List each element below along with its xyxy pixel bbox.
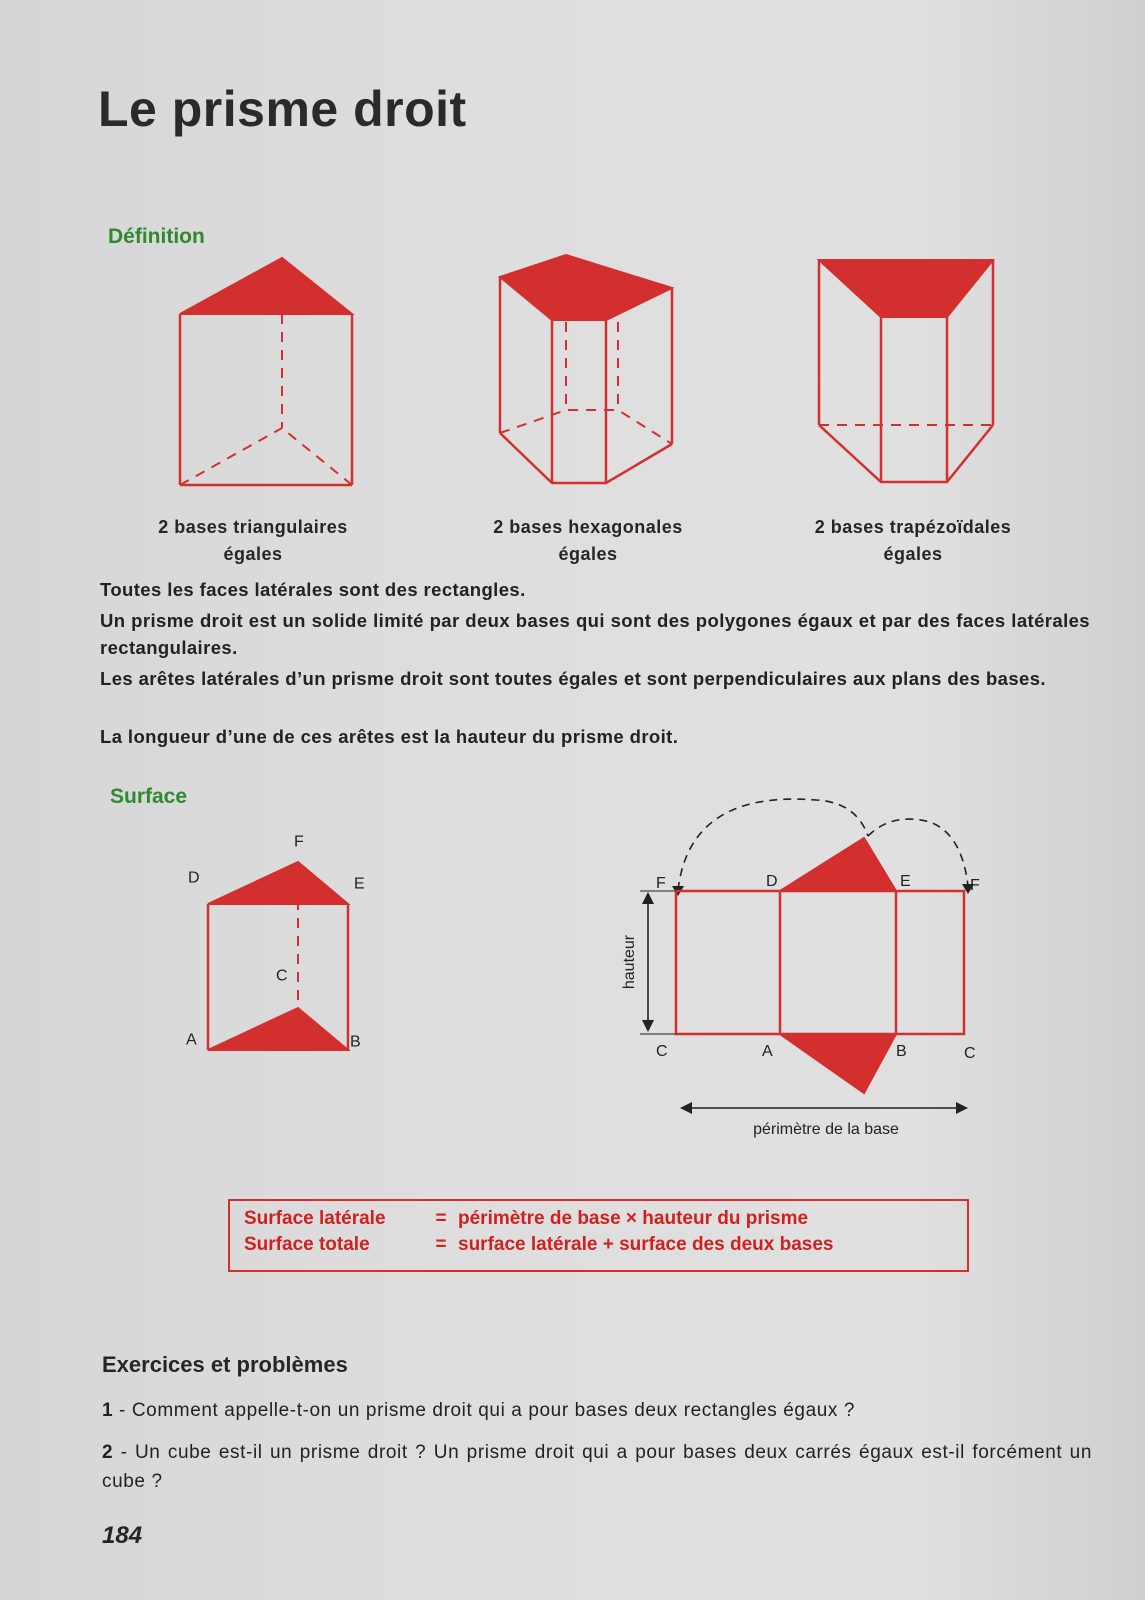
- exercise-number: 2: [102, 1442, 114, 1463]
- definition-paragraph: Les arêtes latérales d’un prisme droit sont toutes égales et sont perpendiculaires aux plans des bases.: [100, 668, 1046, 689]
- vertex-label-E: E: [354, 875, 365, 893]
- net-label-F-left: F: [656, 875, 666, 892]
- exercise-text: - Comment appelle-t-on un prisme droit qui a pour bases deux rectangles égaux ?: [113, 1400, 856, 1421]
- formula-row-total: [244, 1232, 967, 1258]
- page-title: Le prisme droit: [98, 81, 467, 137]
- caption-hexagonal: [443, 514, 733, 568]
- formula-box: [228, 1199, 969, 1272]
- caption-line: égales: [883, 544, 943, 564]
- arrowhead-icon: [680, 1102, 692, 1114]
- formula-expression: surface latérale + surface des deux bases: [458, 1234, 834, 1255]
- arrowhead-icon: [956, 1102, 968, 1114]
- definition-paragraph: Toutes les faces latérales sont des rectangles.: [100, 579, 526, 600]
- net-label-B: B: [896, 1043, 907, 1060]
- exercises-heading: Exercices et problèmes: [102, 1352, 348, 1377]
- caption-trapezoidal: [768, 514, 1058, 568]
- net-top-base: [780, 838, 896, 891]
- top-trapezoid-base: [819, 260, 993, 317]
- formula-operator: =: [435, 1208, 447, 1229]
- arrowhead-icon: [642, 892, 654, 904]
- definition-paragraph: Un prisme droit est un solide limité par deux bases qui sont des polygones égaux et par des faces latérales rectangulaires.: [100, 610, 1090, 658]
- triangular-prism-figure: [170, 250, 370, 500]
- formula-expression: périmètre de base × hauteur du prisme: [458, 1208, 809, 1229]
- net-lateral-rectangle: [676, 891, 964, 1034]
- page-number: 184: [102, 1522, 143, 1549]
- formula-term: Surface totale: [244, 1234, 370, 1255]
- trapezoidal-prism-figure: [815, 255, 1015, 500]
- net-label-E: E: [900, 873, 911, 890]
- formula-operator: =: [435, 1234, 447, 1255]
- exercise-number: 1: [102, 1400, 114, 1421]
- net-label-A: A: [762, 1043, 773, 1060]
- formula-term: Surface latérale: [244, 1208, 386, 1229]
- formula-row-lateral: [244, 1206, 967, 1232]
- bottom-edges: [819, 425, 993, 482]
- labeled-prism-figure: [180, 830, 380, 1080]
- net-label-F-right: F: [970, 877, 980, 894]
- hidden-edges: [500, 410, 672, 444]
- exercise-item: [102, 1396, 1092, 1425]
- exercise-item: [102, 1438, 1092, 1496]
- bottom-base-ABC: [208, 1008, 348, 1050]
- exercise-text: - Un cube est-il un prisme droit ? Un prisme droit qui a pour bases deux carrés égaux est-il forcément un cube ?: [102, 1442, 1092, 1492]
- vertex-label-C: C: [276, 967, 288, 985]
- hidden-edge: [180, 428, 282, 485]
- hexagonal-prism-figure: [490, 250, 690, 500]
- top-triangle-base: [180, 258, 352, 314]
- net-label-D: D: [766, 873, 778, 890]
- caption-line: 2 bases triangulaires: [158, 517, 348, 537]
- caption-triangular: [118, 514, 388, 568]
- net-label-C-right: C: [964, 1045, 976, 1062]
- caption-line: égales: [223, 544, 283, 564]
- caption-line: 2 bases hexagonales: [493, 517, 683, 537]
- bottom-edges: [500, 433, 672, 483]
- vertex-label-A: A: [186, 1031, 197, 1049]
- vertex-label-F: F: [294, 833, 304, 851]
- vertex-label-D: D: [188, 869, 200, 887]
- net-label-C-left: C: [656, 1043, 668, 1060]
- perimeter-label: périmètre de la base: [753, 1121, 899, 1138]
- top-base-DEF: [208, 862, 348, 904]
- net-bottom-base: [780, 1034, 896, 1093]
- vertex-label-B: B: [350, 1033, 361, 1051]
- prism-net-figure: [620, 790, 1020, 1170]
- caption-line: égales: [558, 544, 618, 564]
- caption-line: 2 bases trapézoïdales: [814, 517, 1012, 537]
- definition-heading: Définition: [108, 225, 205, 248]
- surface-heading: Surface: [110, 785, 188, 808]
- definition-paragraph: La longueur d’une de ces arêtes est la hauteur du prisme droit.: [100, 726, 679, 747]
- top-hexagon-base: [500, 255, 672, 320]
- arrowhead-icon: [642, 1020, 654, 1032]
- height-label: hauteur: [621, 934, 638, 990]
- hidden-edge: [282, 428, 352, 485]
